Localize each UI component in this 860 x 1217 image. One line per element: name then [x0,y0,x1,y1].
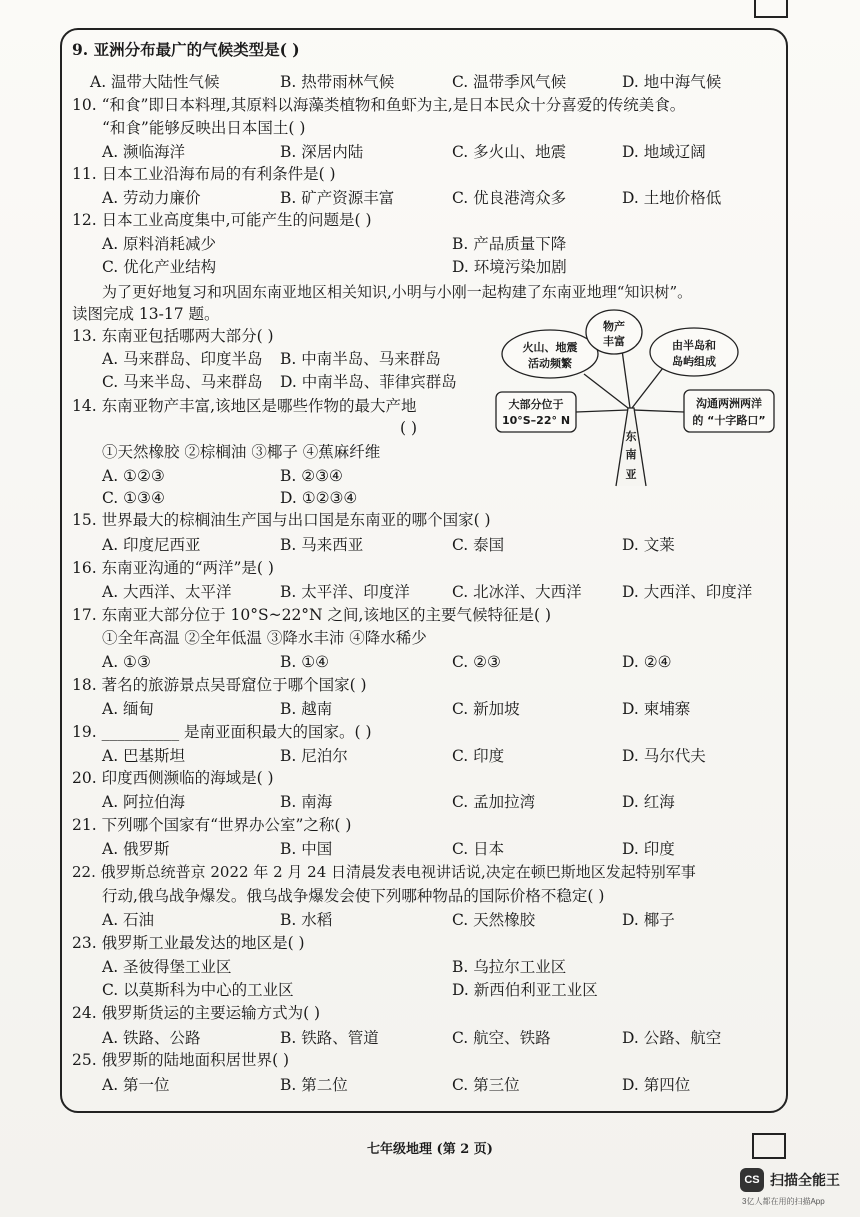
q21-option-c: C. 日本 [452,840,505,858]
q11-option-a: A. 劳动力廉价 [102,189,201,207]
q23-stem: 23. 俄罗斯工业最发达的地区是( ) [72,934,305,952]
tree-b1-line1: 火山、地震 [522,341,578,354]
tree-b2-line2: 丰富 [603,335,625,348]
q17-option-d: D. ②④ [622,653,672,671]
q21-option-a: A. 俄罗斯 [102,840,170,858]
q16-option-a: A. 大西洋、太平洋 [102,583,232,601]
q12-option-c: C. 优化产业结构 [102,258,217,276]
q25-option-b: B. 第二位 [280,1076,348,1094]
q25-option-a: A. 第一位 [102,1076,170,1094]
branch-b2 [622,350,630,408]
q9-option-c: C. 温带季风气候 [452,73,567,91]
branch-b5 [634,410,684,412]
q16-option-b: B. 太平洋、印度洋 [280,583,410,601]
q17-option-b: B. ①④ [280,653,330,671]
bubble-b1 [502,330,598,378]
q9-option-a: A. 温带大陆性气候 [90,73,220,91]
q20-option-c: C. 孟加拉湾 [452,793,536,811]
q24-option-b: B. 铁路、管道 [280,1029,379,1047]
q22-stem-line1: 22. 俄罗斯总统普京 2022 年 2 月 24 日清晨发表电视讲话说,决定在顿巴斯地区发起特别军事 [72,863,696,881]
q17-stem: 17. 东南亚大部分位于 10°S~22°N 之间,该地区的主要气候特征是( ) [72,606,551,624]
tree-trunk-char2: 南 [625,448,637,461]
q23-option-b: B. 乌拉尔工业区 [452,958,567,976]
tree-b3-line1: 由半岛和 [672,339,716,352]
q12-stem: 12. 日本工业高度集中,可能产生的问题是( ) [72,211,372,229]
branch-b1 [584,374,628,408]
q9-stem: 9. 亚洲分布最广的气候类型是( ) [72,40,300,59]
q10-option-c: C. 多火山、地震 [452,143,567,161]
q10-option-b: B. 深居内陆 [280,143,364,161]
q20-stem: 20. 印度西侧濒临的海域是( ) [72,769,274,787]
tree-trunk-char3: 亚 [625,468,637,481]
q10-stem-line2: “和食”能够反映出日本国土( ) [102,119,306,137]
q15-option-d: D. 文莱 [622,536,675,554]
q13-stem: 13. 东南亚包括哪两大部分( ) [72,327,274,345]
q19-option-b: B. 尼泊尔 [280,747,348,765]
q13-option-d: D. 中南半岛、菲律宾群岛 [280,373,457,391]
q20-option-d: D. 红海 [622,793,675,811]
q21-option-d: D. 印度 [622,840,675,858]
corner-mark-top [754,0,788,18]
q16-option-d: D. 大西洋、印度洋 [622,583,753,601]
q14-option-d: D. ①②③④ [280,489,358,507]
q18-option-c: C. 新加坡 [452,700,520,718]
q15-option-a: A. 印度尼西亚 [102,536,201,554]
q11-option-b: B. 矿产资源丰富 [280,189,395,207]
q13-option-a: A. 马来群岛、印度半岛 [102,350,263,368]
watermark-brand-name: 扫描全能王 [770,1172,840,1188]
q18-option-d: D. 柬埔寨 [622,700,691,718]
section-intro-line1: 为了更好地复习和巩固东南亚地区相关知识,小明与小刚一起构建了东南亚地理“知识树”。 [102,283,693,301]
q10-option-a: A. 濒临海洋 [102,143,186,161]
q14-answer-paren: ( ) [400,419,418,437]
tree-trunk-char1: 东 [625,430,637,443]
q18-option-a: A. 缅甸 [102,700,155,718]
q15-stem: 15. 世界最大的棕榈油生产国与出口国是东南亚的哪个国家( ) [72,511,491,529]
q14-stem: 14. 东南亚物产丰富,该地区是哪些作物的最大产地 [72,397,417,415]
q17-option-c: C. ②③ [452,653,501,671]
q11-option-d: D. 土地价格低 [622,189,722,207]
q10-option-d: D. 地域辽阔 [622,143,706,161]
q16-stem: 16. 东南亚沟通的“两洋”是( ) [72,559,274,577]
branch-b3 [632,364,666,408]
tree-b1-line2: 活动频繁 [528,357,572,370]
q12-option-b: B. 产品质量下降 [452,235,567,253]
tree-b5-line1: 沟通两洲两洋 [696,397,762,410]
page-footer: 七年级地理 (第 2 页) [367,1142,493,1157]
q24-option-a: A. 铁路、公路 [102,1029,201,1047]
q13-option-b: B. 中南半岛、马来群岛 [280,350,441,368]
q9-option-b: B. 热带雨林气候 [280,73,395,91]
q23-option-d: D. 新西伯利亚工业区 [452,981,598,999]
q22-option-b: B. 水稻 [280,911,333,929]
tree-b4-line1: 大部分位于 [508,398,564,411]
tree-b4-line2: 10°S–22° N [501,414,571,427]
tree-b5-line2: 的 “十字路口” [692,414,766,427]
q23-option-c: C. 以莫斯科为中心的工业区 [102,981,294,999]
q15-option-b: B. 马来西亚 [280,536,364,554]
q24-option-c: C. 航空、铁路 [452,1029,551,1047]
scanner-watermark [740,1168,840,1192]
q18-option-b: B. 越南 [280,700,333,718]
q22-option-a: A. 石油 [102,911,155,929]
q10-stem-line1: 10. “和食”即日本料理,其原料以海藻类植物和鱼虾为主,是日本民众十分喜爱的传统美食。 [72,96,686,114]
q9-option-d: D. 地中海气候 [622,73,722,91]
q19-option-a: A. 巴基斯坦 [102,747,186,765]
tree-b2-line1: 物产 [603,320,625,333]
q21-stem: 21. 下列哪个国家有“世界办公室”之称( ) [72,816,352,834]
q18-stem: 18. 著名的旅游景点吴哥窟位于哪个国家( ) [72,676,367,694]
q25-option-c: C. 第三位 [452,1076,520,1094]
q14-option-c: C. ①③④ [102,489,165,507]
q22-stem-line2: 行动,俄乌战争爆发。俄乌战争爆发会使下列哪种物品的国际价格不稳定( ) [102,887,605,905]
q20-option-a: A. 阿拉伯海 [102,793,186,811]
q22-option-d: D. 椰子 [622,911,675,929]
q21-option-b: B. 中国 [280,840,333,858]
q20-option-b: B. 南海 [280,793,333,811]
camscanner-logo-icon: CS [740,1168,764,1192]
q16-option-c: C. 北冰洋、大西洋 [452,583,582,601]
q14-option-a: A. ①②③ [102,467,165,485]
knowledge-tree-diagram [488,308,778,490]
q13-option-c: C. 马来半岛、马来群岛 [102,373,263,391]
q19-stem: 19. __________ 是南亚面积最大的国家。( ) [72,723,372,741]
q14-items: ①天然橡胶 ②棕榈油 ③椰子 ④蕉麻纤维 [102,443,381,461]
q22-option-c: C. 天然橡胶 [452,911,536,929]
q14-option-b: B. ②③④ [280,467,343,485]
q12-option-a: A. 原料消耗减少 [102,235,217,253]
branch-b4 [576,410,628,412]
corner-mark-bottom [752,1133,786,1159]
q25-option-d: D. 第四位 [622,1076,691,1094]
q25-stem: 25. 俄罗斯的陆地面积居世界( ) [72,1051,290,1069]
q11-stem: 11. 日本工业沿海布局的有利条件是( ) [72,165,336,183]
q12-option-d: D. 环境污染加剧 [452,258,567,276]
q15-option-c: C. 泰国 [452,536,505,554]
q19-option-d: D. 马尔代夫 [622,747,706,765]
q17-items: ①全年高温 ②全年低温 ③降水丰沛 ④降水稀少 [102,629,427,647]
q24-option-d: D. 公路、航空 [622,1029,722,1047]
q24-stem: 24. 俄罗斯货运的主要运输方式为( ) [72,1004,321,1022]
q23-option-a: A. 圣彼得堡工业区 [102,958,232,976]
bubble-b3 [650,328,738,376]
tree-b3-line2: 岛屿组成 [672,355,716,368]
q11-option-c: C. 优良港湾众多 [452,189,567,207]
q17-option-a: A. ①③ [102,653,151,671]
section-intro-line2: 读图完成 13-17 题。 [72,305,220,323]
watermark-tagline: 3亿人都在用的扫描App [742,1197,825,1206]
q19-option-c: C. 印度 [452,747,505,765]
